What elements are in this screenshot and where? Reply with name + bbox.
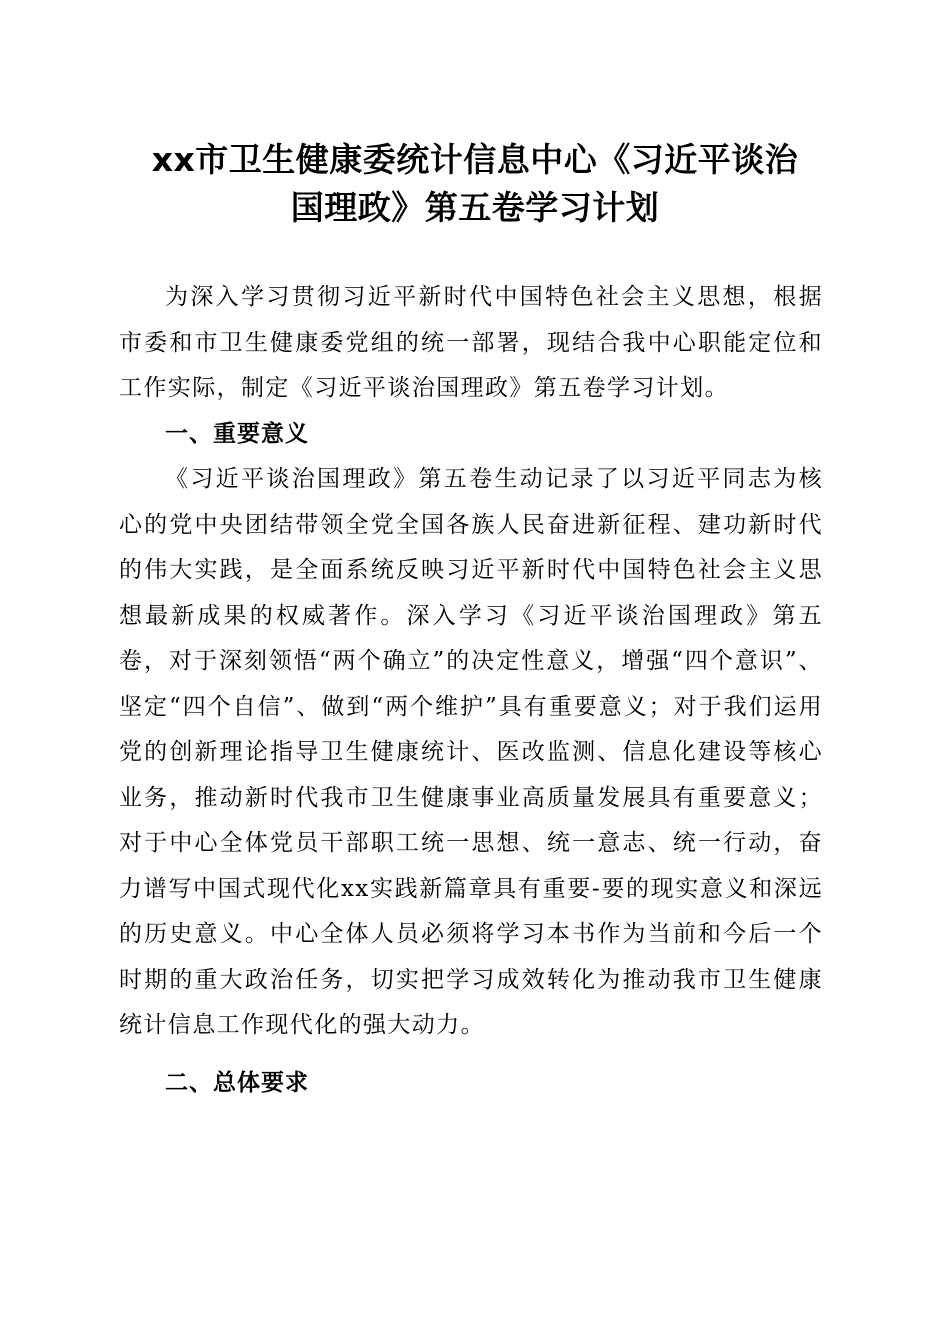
- title-line-1: xx市卫生健康委统计信息中心《习近平谈治: [151, 140, 799, 179]
- document-title: [110, 136, 840, 232]
- section-heading-1: 一、重要意义: [165, 420, 309, 447]
- intro-paragraph: 为深入学习贯彻习近平新时代中国特色社会主义思想，根据市委和市卫生健康委党组的统一部署，现结合我中心职能定位和工作实际，制定《习近平谈治国理政》第五卷学习计划。: [119, 284, 823, 401]
- section-1-paragraph: 《习近平谈治国理政》第五卷生动记录了以习近平同志为核心的党中央团结带领全党全国各族人民奋进新征程、建功新时代的伟大实践，是全面系统反映习近平新时代中国特色社会主义思想最新成果的权威著作。深入学习《习近平谈治国理政》第五卷，对于深刻领悟“两个确立”的决定性意义，增强“四个意识”、坚定“四个自信”、做到“两个维护”具有重要意义；对于我们运用党的创新理论指导卫生健康统计、医改监测、信息化建设等核心业务，推动新时代我市卫生健康事业高质量发展具有重要意义；对于中心全体党员干部职工统一思想、统一意志、统一行动，奋力谱写中国式现代化xx实践新篇章具有重要-要的现实意义和深远的历史意义。中心全体人员必须将学习本书作为当前和今后一个时期的重大政治任务，切实把学习成效转化为推动我市卫生健康统计信息工作现代化的强大动力。: [119, 466, 823, 1038]
- title-line-2: 国理政》第五卷学习计划: [290, 188, 660, 227]
- document-body: [119, 275, 823, 1106]
- section-heading-2: 二、总体要求: [165, 1069, 309, 1096]
